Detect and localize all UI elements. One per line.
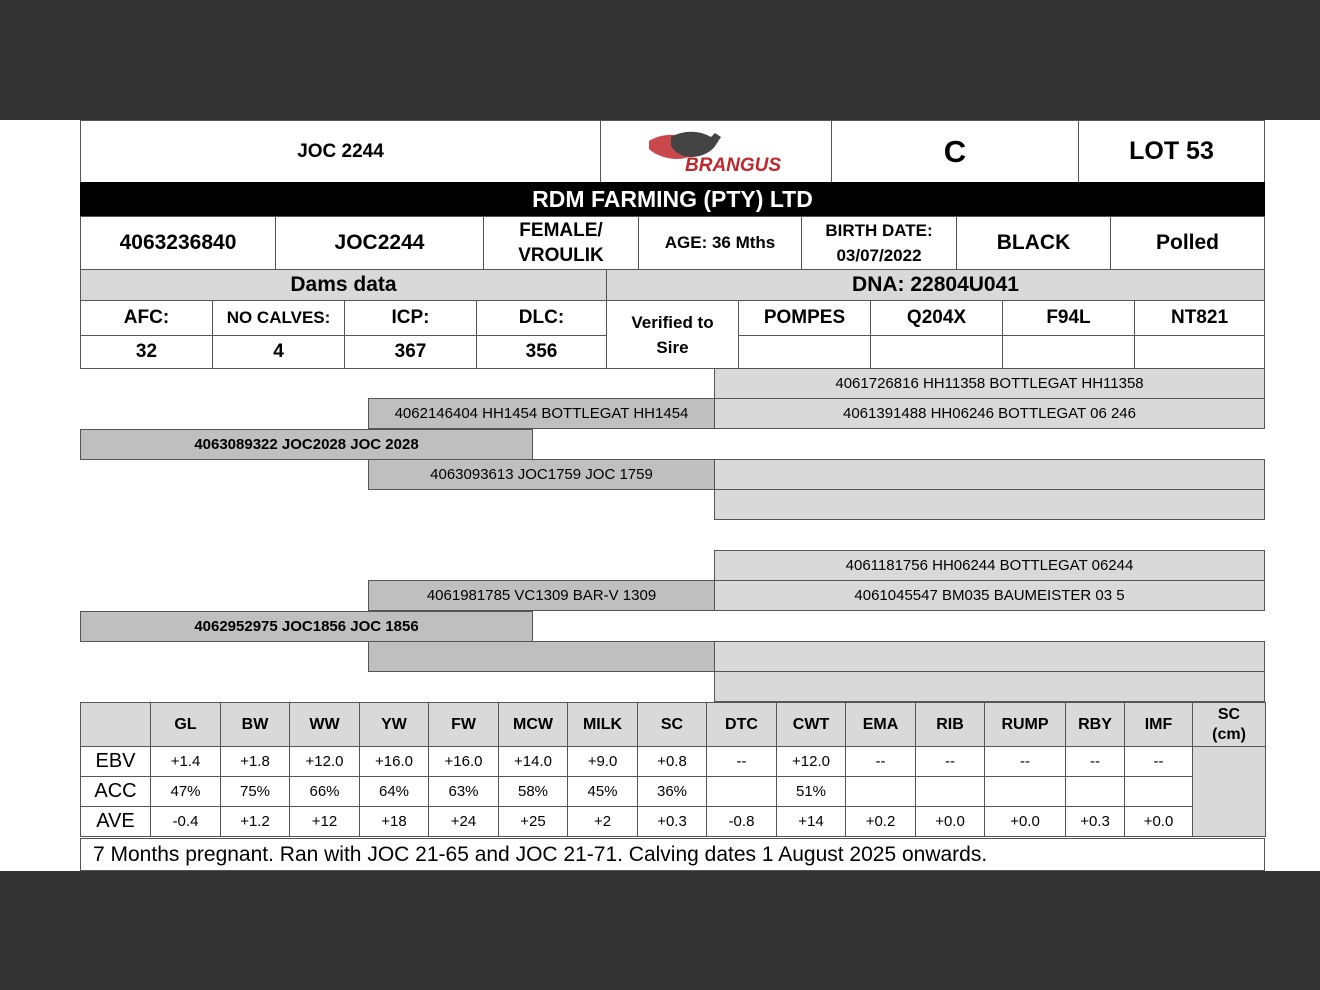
ave-cell: +0.0 — [916, 807, 985, 837]
ave-cell: -0.4 — [151, 807, 221, 837]
acc-row — [81, 777, 1266, 807]
ebv-col-header: RIB — [916, 703, 985, 747]
owner-banner: RDM FARMING (PTY) LTD — [80, 182, 1265, 217]
dna-value-pompes — [738, 335, 871, 369]
grade-letter: C — [831, 120, 1079, 183]
acc-cell — [985, 777, 1066, 807]
ebv-col-header: IMF — [1125, 703, 1193, 747]
row-label: AVE — [81, 807, 151, 837]
acc-cell: 45% — [568, 777, 638, 807]
dna-marker-q204x: Q204X — [870, 300, 1003, 336]
ebv-col-header: CWT — [777, 703, 846, 747]
pedigree-dam-sire: 4061981785 VC1309 BAR-V 1309 — [368, 580, 715, 611]
dams-header-calves: NO CALVES: — [212, 300, 345, 336]
catalogue-sheet — [0, 120, 1320, 871]
dna-value-nt821 — [1134, 335, 1265, 369]
svg-text:BRANGUS: BRANGUS — [685, 154, 782, 176]
animal-id-header: JOC 2244 — [80, 120, 601, 183]
ave-cell: +18 — [360, 807, 429, 837]
ebv-col-header: BW — [221, 703, 290, 747]
ebv-col-header: YW — [360, 703, 429, 747]
ave-cell: +1.2 — [221, 807, 290, 837]
ebv-header-row — [81, 703, 1266, 747]
ebv-table — [80, 702, 1266, 837]
verified-line-2: Sire — [656, 337, 689, 357]
ebv-cell: +12.0 — [290, 747, 360, 777]
acc-cell: 64% — [360, 777, 429, 807]
ebv-cell: -- — [707, 747, 777, 777]
pedigree-dam-dam — [368, 641, 715, 672]
brangus-logo — [600, 120, 832, 183]
acc-cell — [1066, 777, 1125, 807]
row-label: ACC — [81, 777, 151, 807]
dams-data-title: Dams data — [80, 269, 607, 301]
birth-date — [801, 216, 957, 270]
ebv-col-header: WW — [290, 703, 360, 747]
pedigree-dam-dam-sire — [714, 641, 1265, 672]
ave-row — [81, 807, 1266, 837]
dna-marker-pompes: POMPES — [738, 300, 871, 336]
pedigree-dam-sire-dam: 4061045547 BM035 BAUMEISTER 03 5 — [714, 580, 1265, 611]
ebv-cell: +0.8 — [638, 747, 707, 777]
acc-cell — [846, 777, 916, 807]
pedigree-sire-dam-dam — [714, 489, 1265, 520]
age: AGE: 36 Mths — [638, 216, 802, 270]
ebv-cell: +14.0 — [499, 747, 568, 777]
ebv-cell: +12.0 — [777, 747, 846, 777]
dams-header-icp: ICP: — [344, 300, 477, 336]
ebv-col-header: GL — [151, 703, 221, 747]
horn-status: Polled — [1110, 216, 1265, 270]
ebv-cell: -- — [985, 747, 1066, 777]
dams-value-icp: 367 — [344, 335, 477, 369]
pedigree-dam: 4062952975 JOC1856 JOC 1856 — [80, 611, 533, 642]
dams-header-dlc: DLC: — [476, 300, 607, 336]
ave-cell: +0.0 — [1125, 807, 1193, 837]
ebv-col-header: MCW — [499, 703, 568, 747]
pedigree-sire: 4063089322 JOC2028 JOC 2028 — [80, 429, 533, 460]
ebv-cell: +1.4 — [151, 747, 221, 777]
dna-marker-f94l: F94L — [1002, 300, 1135, 336]
birth-date-label: BIRTH DATE: — [825, 221, 933, 240]
sc-header-line-1: SC — [1217, 705, 1241, 723]
dna-title: DNA: 22804U041 — [606, 269, 1265, 301]
ebv-col-header: RUMP — [985, 703, 1066, 747]
pedigree-sire-sire-dam: 4061391488 HH06246 BOTTLEGAT 06 246 — [714, 398, 1265, 429]
ave-cell: +25 — [499, 807, 568, 837]
dna-marker-nt821: NT821 — [1134, 300, 1265, 336]
row-label: EBV — [81, 747, 151, 777]
acc-cell: 47% — [151, 777, 221, 807]
verified-to-sire — [606, 300, 739, 369]
sex-line-1: FEMALE/ — [519, 220, 603, 241]
notes: 7 Months pregnant. Ran with JOC 21-65 and JOC 21-71. Calving dates 1 August 2025 onwards. — [80, 838, 1265, 871]
ebv-cell: -- — [846, 747, 916, 777]
ave-cell: +12 — [290, 807, 360, 837]
acc-cell: 51% — [777, 777, 846, 807]
ebv-col-header: FW — [429, 703, 499, 747]
ebv-cell: +9.0 — [568, 747, 638, 777]
bull-logo-icon — [641, 127, 791, 177]
pedigree-dam-sire-sire: 4061181756 HH06244 BOTTLEGAT 06244 — [714, 550, 1265, 581]
acc-cell: 66% — [290, 777, 360, 807]
acc-cell: 36% — [638, 777, 707, 807]
acc-cell — [1125, 777, 1193, 807]
pedigree-sire-dam: 4063093613 JOC1759 JOC 1759 — [368, 459, 715, 490]
dams-value-calves: 4 — [212, 335, 345, 369]
ave-cell: +0.0 — [985, 807, 1066, 837]
acc-cell — [707, 777, 777, 807]
ave-cell: +0.3 — [1066, 807, 1125, 837]
ebv-col-header: EMA — [846, 703, 916, 747]
ave-cell: +24 — [429, 807, 499, 837]
ebv-col-header: MILK — [568, 703, 638, 747]
ebv-cell: -- — [1125, 747, 1193, 777]
pedigree-sire-sire-sire: 4061726816 HH11358 BOTTLEGAT HH11358 — [714, 368, 1265, 399]
registration-number: 4063236840 — [80, 216, 276, 270]
ebv-cell: -- — [916, 747, 985, 777]
colour: BLACK — [956, 216, 1111, 270]
ebv-col-header: DTC — [707, 703, 777, 747]
ebv-cell: +16.0 — [429, 747, 499, 777]
ebv-corner — [81, 703, 151, 747]
ebv-cell: -- — [1066, 747, 1125, 777]
sex-line-2: VROULIK — [518, 245, 604, 266]
sc-blank-cell — [1193, 747, 1266, 837]
acc-cell: 58% — [499, 777, 568, 807]
sex — [483, 216, 639, 270]
pedigree-sire-dam-sire — [714, 459, 1265, 490]
ebv-cell: +16.0 — [360, 747, 429, 777]
ave-cell: +14 — [777, 807, 846, 837]
acc-cell — [916, 777, 985, 807]
ave-cell: +0.2 — [846, 807, 916, 837]
ave-cell: -0.8 — [707, 807, 777, 837]
dna-value-q204x — [870, 335, 1003, 369]
ebv-cell: +1.8 — [221, 747, 290, 777]
acc-cell: 75% — [221, 777, 290, 807]
animal-name: JOC2244 — [275, 216, 484, 270]
ave-cell: +2 — [568, 807, 638, 837]
acc-cell: 63% — [429, 777, 499, 807]
dams-header-afc: AFC: — [80, 300, 213, 336]
sc-header-line-2: (cm) — [1212, 725, 1246, 743]
ebv-row — [81, 747, 1266, 777]
ebv-col-header-sc — [1193, 703, 1266, 747]
pedigree-sire-sire: 4062146404 HH1454 BOTTLEGAT HH1454 — [368, 398, 715, 429]
dams-value-afc: 32 — [80, 335, 213, 369]
birth-date-value: 03/07/2022 — [836, 246, 922, 265]
ave-cell: +0.3 — [638, 807, 707, 837]
dams-value-dlc: 356 — [476, 335, 607, 369]
lot-number: LOT 53 — [1078, 120, 1265, 183]
ebv-col-header: SC — [638, 703, 707, 747]
ebv-col-header: RBY — [1066, 703, 1125, 747]
pedigree-dam-dam-dam — [714, 671, 1265, 702]
verified-line-1: Verified to — [631, 312, 714, 332]
dna-value-f94l — [1002, 335, 1135, 369]
